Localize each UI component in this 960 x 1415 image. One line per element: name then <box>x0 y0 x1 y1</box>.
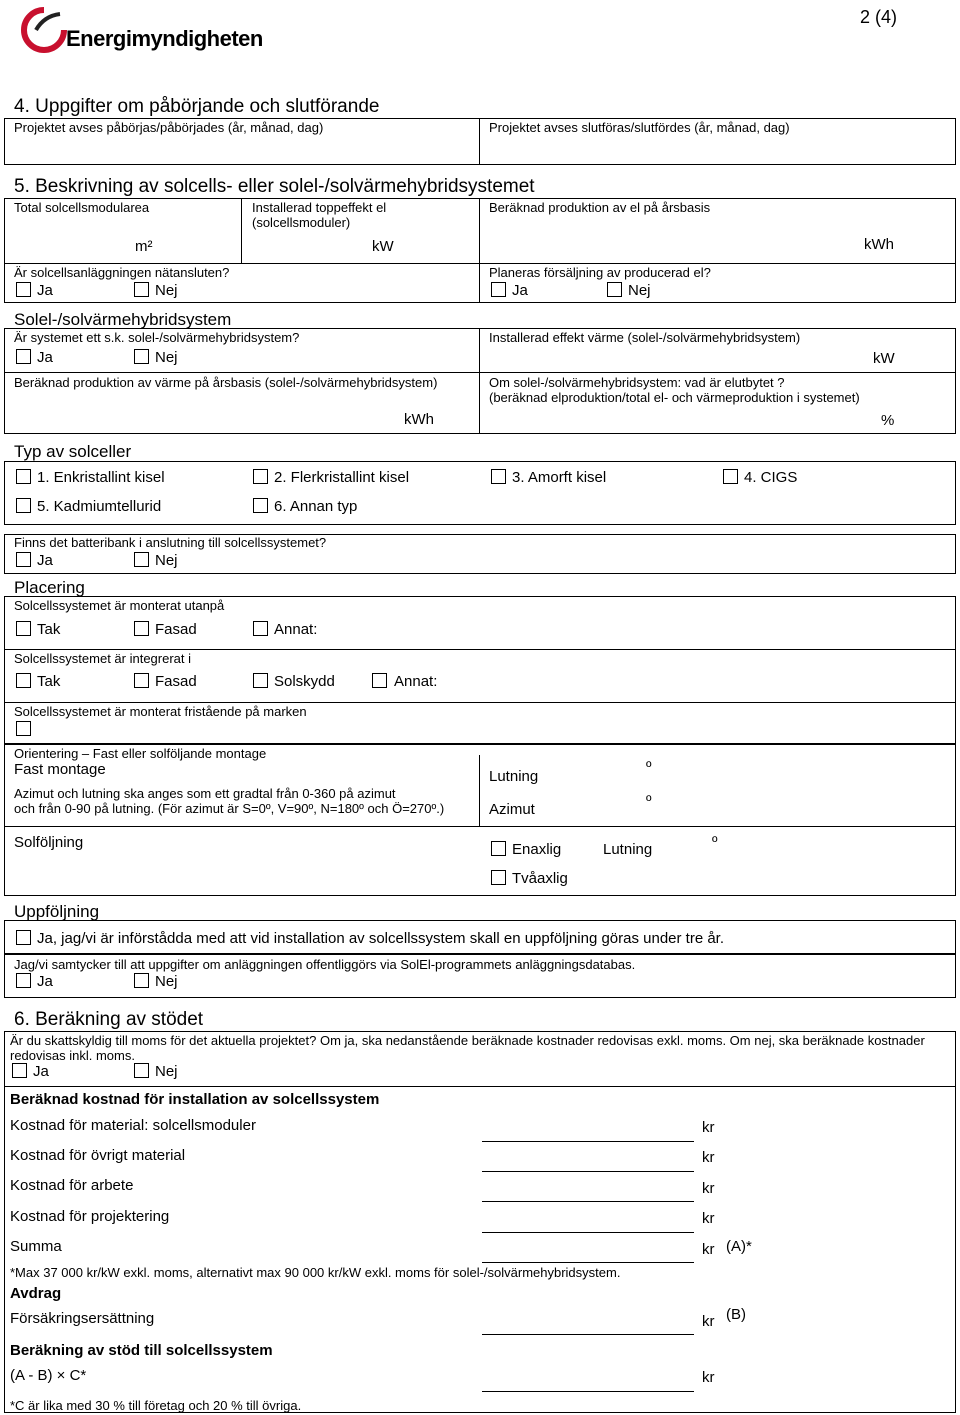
consent-yes-label: Ja <box>37 973 53 990</box>
cost-row-design-field[interactable] <box>482 1232 694 1233</box>
integrated-facade-label: Fasad <box>155 673 197 690</box>
module-area-label: Total solcellsmodularea <box>14 200 150 215</box>
fixed-mount-title: Fast montage <box>14 761 106 778</box>
integrated-sunshade-label: Solskydd <box>274 673 335 690</box>
logo-text: Energimyndigheten <box>66 26 263 51</box>
grid-yes-checkbox[interactable] <box>16 282 31 297</box>
cost-row-labour-unit: kr <box>702 1180 715 1197</box>
dual-axis-checkbox[interactable] <box>491 870 506 885</box>
azimuth-note-1: Azimut och lutning ska anges som ett gradtal från 0-360 på azimut <box>14 786 396 801</box>
cell-type-3-checkbox[interactable] <box>491 469 506 484</box>
mounted-roof-checkbox[interactable] <box>16 621 31 636</box>
cost-row-other-material-field[interactable] <box>482 1171 694 1172</box>
followup-title: Uppföljning <box>14 902 100 921</box>
cost-row-modules-label: Kostnad för material: solcellsmoduler <box>10 1117 256 1134</box>
cost-row-design-unit: kr <box>702 1210 715 1227</box>
hybrid-no-label: Nej <box>155 349 178 366</box>
end-date-label: Projektet avses slutföras/slutfördes (år, månad, dag) <box>489 120 790 135</box>
ratio-label-1: Om solel-/solvärmehybridsystem: vad är elutbytet ? <box>489 375 785 390</box>
cost-row-other-material-unit: kr <box>702 1149 715 1166</box>
cost-row-labour-label: Kostnad för arbete <box>10 1177 134 1194</box>
battery-yes-checkbox[interactable] <box>16 552 31 567</box>
divider <box>479 263 480 303</box>
ratio-field[interactable] <box>486 406 871 430</box>
cell-type-3-label: 3. Amorft kisel <box>512 469 607 486</box>
vat-no-checkbox[interactable] <box>134 1063 149 1078</box>
freestanding-checkbox[interactable] <box>16 721 31 736</box>
cost-row-other-material-label: Kostnad för övrigt material <box>10 1147 186 1164</box>
vat-question-2: redovisas inkl. moms. <box>10 1048 135 1063</box>
divider <box>4 826 956 827</box>
cell-type-5-label: 5. Kadmiumtellurid <box>37 498 162 515</box>
azimuth-field[interactable] <box>550 794 645 820</box>
vat-yes-checkbox[interactable] <box>12 1063 27 1078</box>
end-date-field[interactable] <box>480 138 954 163</box>
grid-yes-label: Ja <box>37 282 53 299</box>
divider <box>479 328 480 434</box>
peak-power-field[interactable] <box>248 232 366 258</box>
sale-question: Planeras försäljning av producerad el? <box>489 265 711 280</box>
cell-type-4-checkbox[interactable] <box>723 469 738 484</box>
section-4-title: 4. Uppgifter om påbörjande och slutförande <box>14 96 380 117</box>
grid-no-checkbox[interactable] <box>134 282 149 297</box>
mounted-roof-label: Tak <box>37 621 61 638</box>
el-production-label: Beräknad produktion av el på årsbasis <box>489 200 711 215</box>
divider <box>4 372 956 373</box>
divider <box>4 1086 956 1087</box>
integrated-sunshade-checkbox[interactable] <box>253 673 268 688</box>
vat-question-1: Är du skattskyldig till moms för det aktuella projektet? Om ja, ska nedanstående beräknade kostnader redovisas exkl. moms. Om nej, ska beräknade kostnader <box>10 1033 925 1048</box>
hybrid-yes-label: Ja <box>37 349 53 366</box>
consent-question: Jag/vi samtycker till att uppgifter om anläggningen offentliggörs via SolEl-programmets anläggningsdatabas. <box>14 957 636 972</box>
cell-type-6-checkbox[interactable] <box>253 498 268 513</box>
hybrid-yes-checkbox[interactable] <box>16 349 31 364</box>
heat-power-label: Installerad effekt värme (solel-/solvärmehybridsystem) <box>489 330 801 345</box>
consent-no-checkbox[interactable] <box>134 973 149 988</box>
other-cell-type-field[interactable] <box>370 494 950 520</box>
logo-swirl-icon <box>18 4 70 56</box>
orientation-label: Orientering – Fast eller solföljande montage <box>14 746 267 761</box>
deduction-title: Avdrag <box>10 1285 62 1302</box>
formula-label: (A - B) × C* <box>10 1367 87 1384</box>
section-6-title: 6. Beräkning av stödet <box>14 1009 204 1030</box>
section-5-title: 5. Beskrivning av solcells- eller solel-/solvärmehybridsystemet <box>14 176 535 197</box>
ratio-unit: % <box>881 412 895 429</box>
orientation-box <box>4 744 956 896</box>
grid-connected-question: Är solcellsanläggningen nätansluten? <box>14 265 230 280</box>
cell-type-2-checkbox[interactable] <box>253 469 268 484</box>
divider <box>479 755 480 826</box>
tracking-tilt-label: Lutning <box>603 841 653 858</box>
hybrid-no-checkbox[interactable] <box>134 349 149 364</box>
support-result-field[interactable] <box>482 1391 694 1392</box>
module-area-field[interactable] <box>10 230 130 258</box>
cost-row-design-label: Kostnad för projektering <box>10 1208 170 1225</box>
fixed-tilt-label: Lutning <box>489 768 539 785</box>
hybrid-question: Är systemet ett s.k. solel-/solvärmehybridsystem? <box>14 330 300 345</box>
cell-type-1-label: 1. Enkristallint kisel <box>37 469 165 486</box>
sale-no-checkbox[interactable] <box>607 282 622 297</box>
heat-production-label: Beräknad produktion av värme på årsbasis (solel-/solvärmehybridsystem) <box>14 375 438 390</box>
heat-production-unit: kWh <box>404 411 434 428</box>
sum-marker: (A)* <box>726 1238 752 1255</box>
peak-power-label-1: Installerad toppeffekt el <box>252 200 387 215</box>
tracking-title: Solföljning <box>14 834 84 851</box>
azimuth-degree: º <box>646 793 652 810</box>
insurance-field[interactable] <box>482 1334 694 1335</box>
cell-type-title: Typ av solceller <box>14 442 132 461</box>
integrated-in-label: Solcellssystemet är integrerat i <box>14 651 192 666</box>
mounted-other-field[interactable] <box>330 616 950 644</box>
hybrid-title: Solel-/solvärmehybridsystem <box>14 310 232 329</box>
mounted-on-label: Solcellssystemet är monterat utanpå <box>14 598 225 613</box>
single-axis-checkbox[interactable] <box>491 841 506 856</box>
integrated-facade-checkbox[interactable] <box>134 673 149 688</box>
peak-power-unit: kW <box>372 238 394 255</box>
el-production-field[interactable] <box>486 228 856 258</box>
tracking-tilt-field[interactable] <box>660 834 710 860</box>
sale-yes-label: Ja <box>512 282 528 299</box>
calc-title: Beräknad kostnad för installation av solcellssystem <box>10 1091 380 1108</box>
integrated-other-label: Annat: <box>394 673 438 690</box>
battery-yes-label: Ja <box>37 552 53 569</box>
energimyndigheten-logo <box>18 4 263 58</box>
mounted-other-checkbox[interactable] <box>253 621 268 636</box>
cell-type-6-label: 6. Annan typ <box>274 498 358 515</box>
battery-no-checkbox[interactable] <box>134 552 149 567</box>
integrated-roof-checkbox[interactable] <box>16 673 31 688</box>
sale-no-label: Nej <box>628 282 651 299</box>
battery-no-label: Nej <box>155 552 178 569</box>
divider <box>241 198 242 264</box>
integrated-other-checkbox[interactable] <box>372 673 387 688</box>
fixed-tilt-degree: º <box>646 759 652 776</box>
dual-axis-label: Tvåaxlig <box>512 870 568 887</box>
insurance-unit: kr <box>702 1313 715 1330</box>
max-note: *Max 37 000 kr/kW exkl. moms, alternativt max 90 000 kr/kW exkl. moms för solel-/solvärmehybridsystem. <box>10 1265 621 1280</box>
divider <box>4 649 956 650</box>
cell-type-4-label: 4. CIGS <box>744 469 798 486</box>
integrated-roof-label: Tak <box>37 673 61 690</box>
divider <box>4 702 956 703</box>
integrated-other-field[interactable] <box>448 668 950 696</box>
support-result-unit: kr <box>702 1369 715 1386</box>
mounted-facade-checkbox[interactable] <box>134 621 149 636</box>
vat-no-label: Nej <box>155 1063 178 1080</box>
consent-yes-checkbox[interactable] <box>16 973 31 988</box>
divider <box>479 198 480 264</box>
cost-row-modules-unit: kr <box>702 1119 715 1136</box>
peak-power-label-2: (solcellsmoduler) <box>252 215 351 230</box>
cost-row-sum-field[interactable] <box>482 1262 694 1263</box>
freestanding-label: Solcellssystemet är monterat fristående på marken <box>14 704 307 719</box>
cost-row-labour-field[interactable] <box>482 1201 694 1202</box>
cell-type-2-label: 2. Flerkristallint kisel <box>274 469 410 486</box>
consent-no-label: Nej <box>155 973 178 990</box>
azimuth-note-2: och från 0-90 på lutning. (För azimut är S=0º, V=90º, N=180º och Ö=270º.) <box>14 801 445 816</box>
single-axis-label: Enaxlig <box>512 841 562 858</box>
battery-question: Finns det batteribank i anslutning till solcellssystemet? <box>14 535 327 550</box>
module-area-unit: m² <box>135 238 153 255</box>
sale-yes-checkbox[interactable] <box>491 282 506 297</box>
azimuth-label: Azimut <box>489 801 535 818</box>
footnote: *C är lika med 30 % till företag och 20 % till övriga. <box>10 1398 302 1413</box>
start-date-label: Projektet avses påbörjas/påbörjades (år, månad, dag) <box>14 120 324 135</box>
mounted-other-label: Annat: <box>274 621 318 638</box>
ratio-label-2: (beräknad elproduktion/total el- och värmeproduktion i systemet) <box>489 390 860 405</box>
grid-no-label: Nej <box>155 282 178 299</box>
heat-power-unit: kW <box>873 350 895 367</box>
el-production-unit: kWh <box>864 236 894 253</box>
cell-type-5-checkbox[interactable] <box>16 498 31 513</box>
fixed-tilt-field[interactable] <box>550 760 645 786</box>
insurance-label: Försäkringsersättning <box>10 1310 155 1327</box>
vat-yes-label: Ja <box>33 1063 49 1080</box>
cost-row-sum-unit: kr <box>702 1241 715 1258</box>
followup-checkbox[interactable] <box>16 930 31 945</box>
deduction-marker: (B) <box>726 1306 746 1323</box>
start-date-field[interactable] <box>5 138 478 163</box>
cost-row-sum-label: Summa <box>10 1238 62 1255</box>
mounted-facade-label: Fasad <box>155 621 197 638</box>
tracking-tilt-degree: º <box>712 834 718 851</box>
cost-row-modules-field[interactable] <box>482 1141 694 1142</box>
heat-production-field[interactable] <box>10 404 395 430</box>
page-number: 2 (4) <box>860 7 898 27</box>
heat-power-field[interactable] <box>486 346 866 370</box>
support-title: Beräkning av stöd till solcellssystem <box>10 1342 273 1359</box>
cell-type-1-checkbox[interactable] <box>16 469 31 484</box>
followup-label: Ja, jag/vi är införstådda med att vid installation av solcellssystem skall en uppföljning göras under tre år. <box>37 930 725 947</box>
placement-title: Placering <box>14 578 85 597</box>
